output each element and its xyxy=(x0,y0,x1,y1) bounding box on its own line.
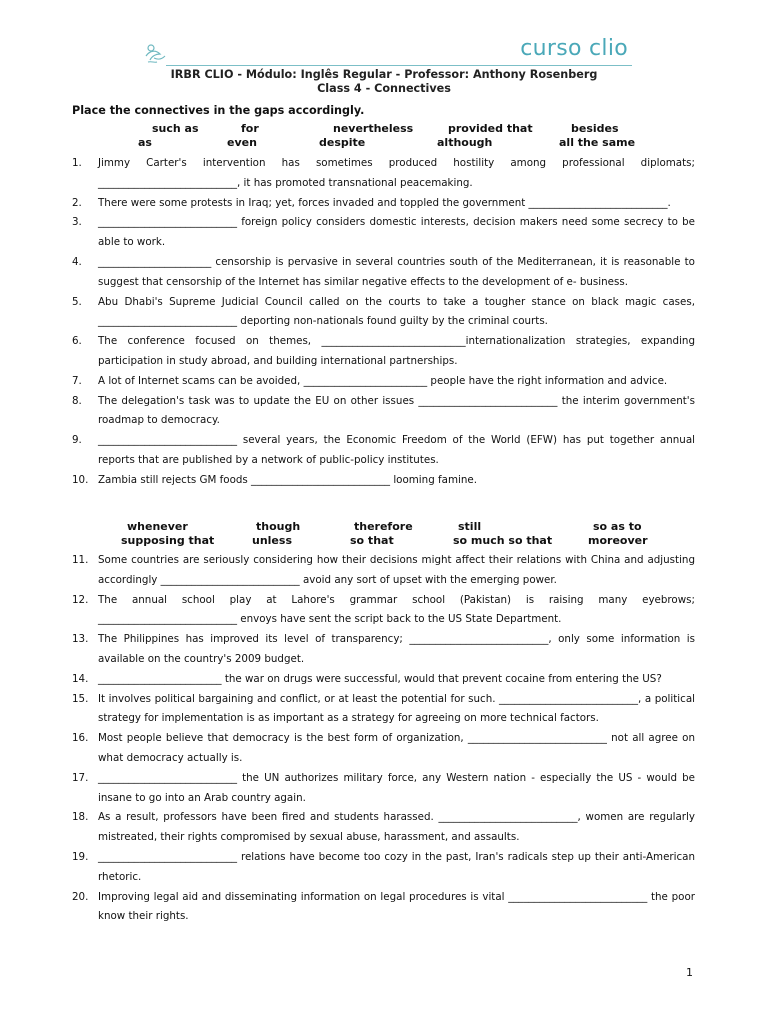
exercise-item xyxy=(72,630,695,670)
connective-word: unless xyxy=(252,534,292,547)
exercise-text: The delegation's task was to update the EU on other issues ___________________________ the interim government's roadmap to democracy. xyxy=(98,394,695,427)
header-rule xyxy=(166,65,632,66)
exercise-item xyxy=(72,253,695,293)
page-number: 1 xyxy=(686,966,693,979)
exercise-item xyxy=(72,591,695,631)
exercise-number: 5. xyxy=(72,295,82,308)
page-header xyxy=(136,38,632,68)
connective-word: whenever xyxy=(127,520,188,533)
exercise-number: 12. xyxy=(72,593,89,606)
connective-word: for xyxy=(241,122,259,135)
exercise-item xyxy=(72,392,695,432)
exercise-number: 16. xyxy=(72,732,89,745)
exercise-text: Zambia still rejects GM foods ___________________________ looming famine. xyxy=(98,473,477,486)
exercise-number: 14. xyxy=(72,672,89,685)
connective-word: as xyxy=(138,136,152,149)
instruction: Place the connectives in the gaps accordingly. xyxy=(72,104,365,117)
exercise-text: ___________________________ several years, the Economic Freedom of the World (EFW) has put together annual reports that are published by a network of public-policy institutes. xyxy=(98,434,695,466)
exercise-text: Improving legal aid and disseminating information on legal procedures is vital ___________________________ the poor know their rights. xyxy=(98,890,695,923)
exercise-text: ___________________________ foreign policy considers domestic interests, decision makers need some secrecy to be able to work. xyxy=(98,216,695,249)
connective-word: though xyxy=(256,520,301,533)
exercise-list-2 xyxy=(72,551,695,927)
exercise-number: 7. xyxy=(72,374,82,387)
exercise-list-1 xyxy=(72,154,695,491)
exercise-text: The Philippines has improved its level of transparency; ___________________________, only some information is available on the country's 2009 budget. xyxy=(98,633,695,665)
connective-word: so much so that xyxy=(453,534,553,547)
exercise-number: 19. xyxy=(72,850,89,863)
connective-word: moreover xyxy=(588,534,648,547)
connective-word: supposing that xyxy=(121,534,215,547)
exercise-text: As a result, professors have been fired and students harassed. ___________________________, women are regularly mistreated, their rights compromised by sexual abuse, harassment, and assaults. xyxy=(98,811,695,844)
connective-word: all the same xyxy=(559,136,636,149)
exercise-item xyxy=(72,431,695,471)
bird-flower-logo-icon xyxy=(142,42,168,66)
exercise-number: 15. xyxy=(72,692,89,705)
exercise-text: The annual school play at Lahore's grammar school (Pakistan) is raising many eyebrows; ___________________________ envoys have sent the script back to the US State Department. xyxy=(98,593,695,626)
exercise-text: ___________________________ relations have become too cozy in the past, Iran's radicals step up their anti-American rhetoric. xyxy=(98,850,695,883)
exercise-text: ________________________ the war on drugs were successful, would that prevent cocaine from entering the US? xyxy=(98,672,662,685)
connective-word: so that xyxy=(350,534,394,547)
exercise-item xyxy=(72,213,695,253)
exercise-text: There were some protests in Iraq; yet, forces invaded and toppled the government ___________________________. xyxy=(98,196,671,209)
exercise-item xyxy=(72,471,695,491)
exercise-item xyxy=(72,154,695,194)
exercise-item xyxy=(72,769,695,809)
exercise-number: 8. xyxy=(72,394,82,407)
exercise-text: Most people believe that democracy is the best form of organization, ___________________________ not all agree on what democracy actually is. xyxy=(98,732,695,764)
connective-word: although xyxy=(437,136,493,149)
exercise-number: 11. xyxy=(72,554,89,566)
exercise-number: 9. xyxy=(72,434,82,447)
exercise-text: ______________________ censorship is pervasive in several countries south of the Mediterranean, it is reasonable to suggest that censorship of the Internet has similar negative effects to the development of e- business. xyxy=(98,255,695,288)
connective-word: such as xyxy=(152,122,199,135)
exercise-item xyxy=(72,194,695,214)
connective-word: therefore xyxy=(354,520,413,533)
exercise-item xyxy=(72,848,695,888)
exercise-text: Jimmy Carter's intervention has sometimes produced hostility among professional diplomats; ___________________________, it has promoted transnational peacemaking. xyxy=(98,157,695,189)
exercise-item xyxy=(72,888,695,928)
exercise-number: 1. xyxy=(72,157,82,169)
brand-name: curso clio xyxy=(520,36,628,61)
exercise-text: It involves political bargaining and conflict, or at least the potential for such. ___________________________, a political strategy for implementation is as important as a strategy for agreeing on more technical factors. xyxy=(98,692,695,725)
exercise-text: Abu Dhabi's Supreme Judicial Council called on the courts to take a tougher stance on black magic cases, ___________________________ deporting non-nationals found guilty by the criminal courts. xyxy=(98,295,695,328)
exercise-item xyxy=(72,332,695,372)
exercise-item xyxy=(72,293,695,333)
exercise-number: 4. xyxy=(72,255,82,268)
exercise-item xyxy=(72,808,695,848)
exercise-text: Some countries are seriously considering how their decisions might affect their relations with China and adjusting accordingly ___________________________ avoid any sort of upset with the emerging power. xyxy=(98,554,695,586)
exercise-text: The conference focused on themes, ____________________________internationalization strategies, expanding participation in study abroad, and building international partnerships. xyxy=(98,335,695,367)
connective-word: still xyxy=(458,520,482,533)
exercise-number: 18. xyxy=(72,811,89,824)
exercise-number: 10. xyxy=(72,473,89,486)
exercise-item xyxy=(72,690,695,730)
exercise-item xyxy=(72,670,695,690)
exercise-number: 2. xyxy=(72,196,82,209)
exercise-item xyxy=(72,372,695,392)
connective-word: besides xyxy=(571,122,619,135)
connective-word: provided that xyxy=(448,122,533,135)
exercise-item xyxy=(72,551,695,591)
exercise-number: 13. xyxy=(72,633,89,646)
connective-word: nevertheless xyxy=(333,122,414,135)
course-title: IRBR CLIO - Módulo: Inglês Regular - Professor: Anthony Rosenberg xyxy=(170,68,598,81)
exercise-number: 20. xyxy=(72,890,89,903)
connective-word: so as to xyxy=(593,520,642,533)
exercise-text: A lot of Internet scams can be avoided, ________________________ people have the right information and advice. xyxy=(98,374,668,387)
connective-word: even xyxy=(227,136,257,149)
class-title: Class 4 - Connectives xyxy=(317,82,451,95)
exercise-text: ___________________________ the UN authorizes military force, any Western nation - especially the US - would be insane to go into an Arab country again. xyxy=(98,771,695,804)
exercise-number: 17. xyxy=(72,771,89,784)
connective-word: despite xyxy=(319,136,366,149)
exercise-number: 6. xyxy=(72,335,82,348)
exercise-number: 3. xyxy=(72,216,82,229)
exercise-item xyxy=(72,729,695,769)
